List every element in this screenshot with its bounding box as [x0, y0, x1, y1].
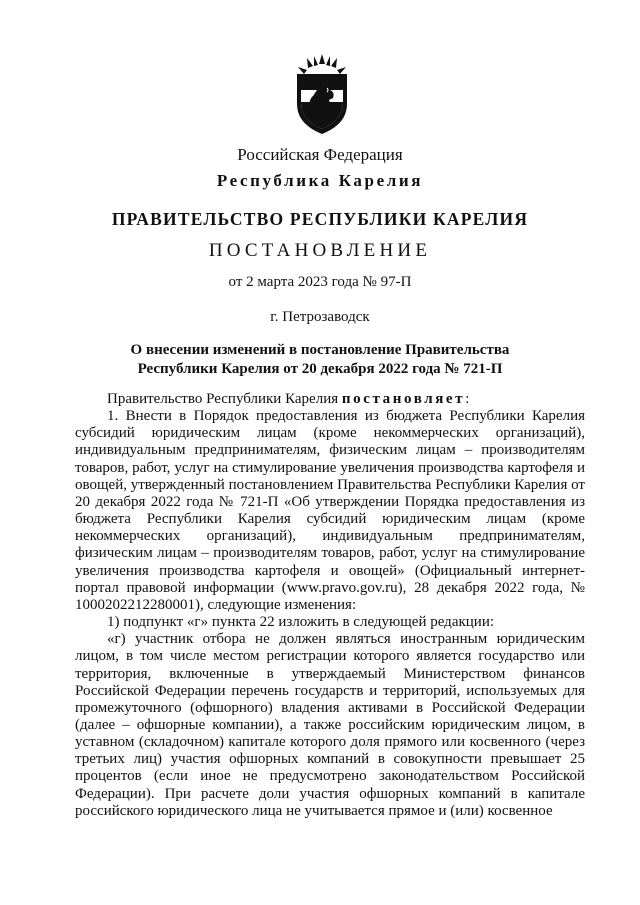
document-body	[75, 391, 585, 820]
intro-paragraph	[75, 391, 585, 408]
document-subject	[0, 341, 640, 379]
paragraph-1: 1. Внести в Порядок предоставления из бюджета Республики Карелия субсидий юридическим лицам (кроме некоммерческих организаций), индивидуальным предпринимателям, физическим лицам – производителям товаров, работ, услуг на стимулирование увеличения производства картофеля и овощей, утвержденный постановлением Правительства Республики Карелия от 20 декабря 2022 года № 721-П «Об утверждении Порядка предоставления из бюджета Республики Карелия субсидий юридическим лицам (кроме некоммерческих организаций), индивидуальным предпринимателям, физическим лицам – производителям товаров, работ, услуг на стимулирование увеличения производства картофеля и овощей» (Официальный интернет-портал правовой информации (www.pravo.gov.ru), 28 декабря 2022 года, № 1000202212280001), следующие изменения:	[75, 408, 585, 613]
document-type: ПОСТАНОВЛЕНИЕ	[208, 240, 432, 261]
subject-line-1: О внесении изменений в постановление Правительства	[130, 342, 510, 358]
government-title: ПРАВИТЕЛЬСТВО РЕСПУБЛИКИ КАРЕЛИЯ	[111, 209, 529, 229]
federation-title: Российская Федерация	[237, 145, 403, 164]
karelia-coat-of-arms-icon	[293, 52, 351, 136]
subject-line-2: Республики Карелия от 20 декабря 2022 года № 721-П	[137, 361, 503, 377]
intro-suffix: :	[465, 391, 470, 407]
intro-verb: постановляет	[341, 391, 466, 407]
republic-title: Республика Карелия	[216, 171, 424, 190]
paragraph-2: 1) подпункт «г» пункта 22 изложить в следующей редакции:	[107, 614, 495, 631]
intro-prefix: Правительство Республики Карелия	[107, 391, 342, 407]
city: г. Петрозаводск	[270, 309, 370, 325]
paragraph-3: «г) участник отбора не должен являться иностранным юридическим лицом, в том числе местом регистрации которого является государство или территория, включенные в утверждаемый Министерством финансов Российской Федерации перечень государств и территорий, используемых для промежуточного (офшорного) владения активами в Российской Федерации (далее – офшорные компании), а также российским юридическим лицом, в уставном (складочном) капитале которого доля прямого или косвенного (через третьих лиц) участия офшорных компаний в совокупности превышает 25 процентов (если иное не предусмотрено законодательством Российской Федерации). При расчете доли участия офшорных компаний в капитале российского юридического лица не учитывается прямое и (или) косвенное	[75, 631, 585, 819]
date-number: от 2 марта 2023 года № 97-П	[228, 274, 412, 290]
